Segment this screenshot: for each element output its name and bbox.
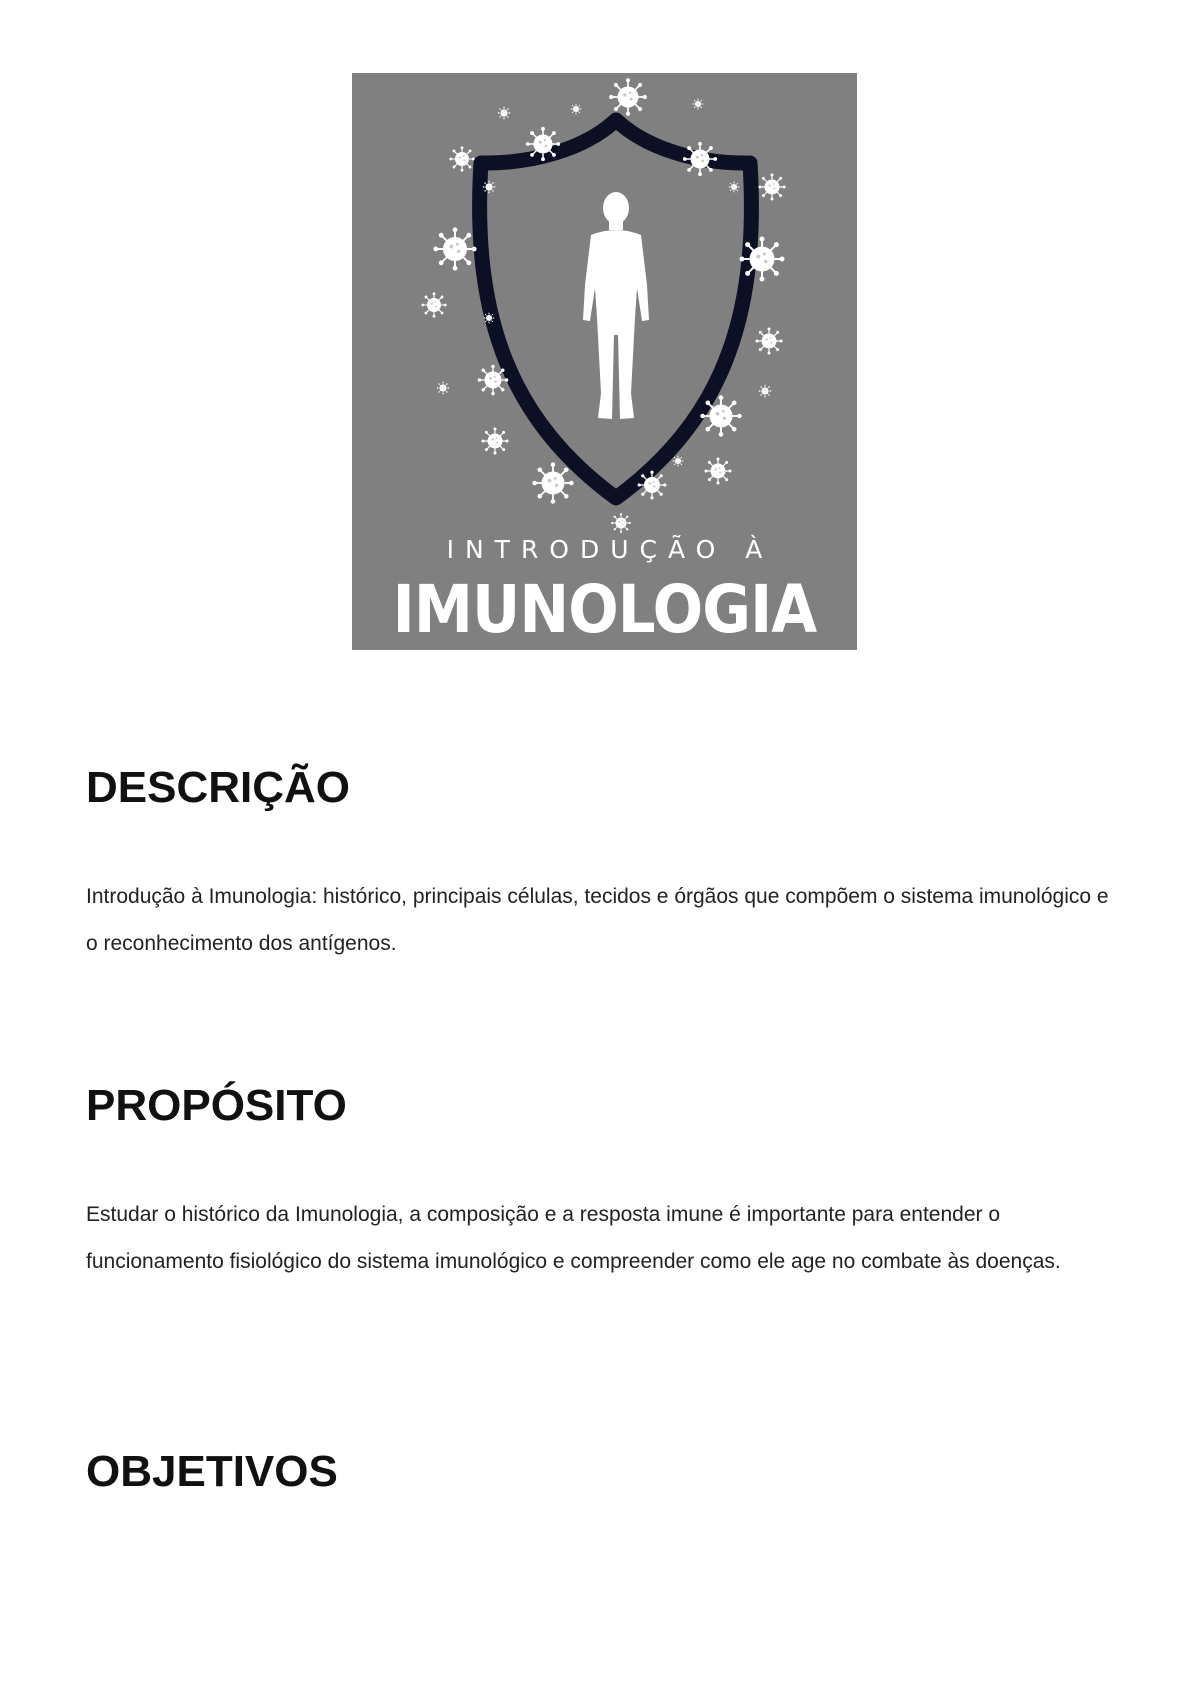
cover-title: IMUNOLOGIA — [392, 571, 817, 648]
cover-kicker: INTRODUÇÃO À — [446, 535, 774, 564]
section-heading-proposito: PROPÓSITO — [86, 1081, 347, 1130]
section-text-proposito: Estudar o histórico da Imunologia, a composição e a resposta imune é importante para entender o funcionamento fisiológico do sistema imunológico e compreender como ele age no combate às doenças. — [86, 1203, 1061, 1273]
human-figure-icon — [583, 192, 649, 419]
section-heading-descricao: DESCRIÇÃO — [86, 763, 351, 812]
cover-image — [352, 73, 857, 650]
section-text-descricao: Introdução à Imunologia: histórico, principais células, tecidos e órgãos que compõem o sistema imunológico e o reconhecimento dos antígenos. — [86, 885, 1109, 955]
section-heading-objetivos: OBJETIVOS — [86, 1447, 338, 1496]
